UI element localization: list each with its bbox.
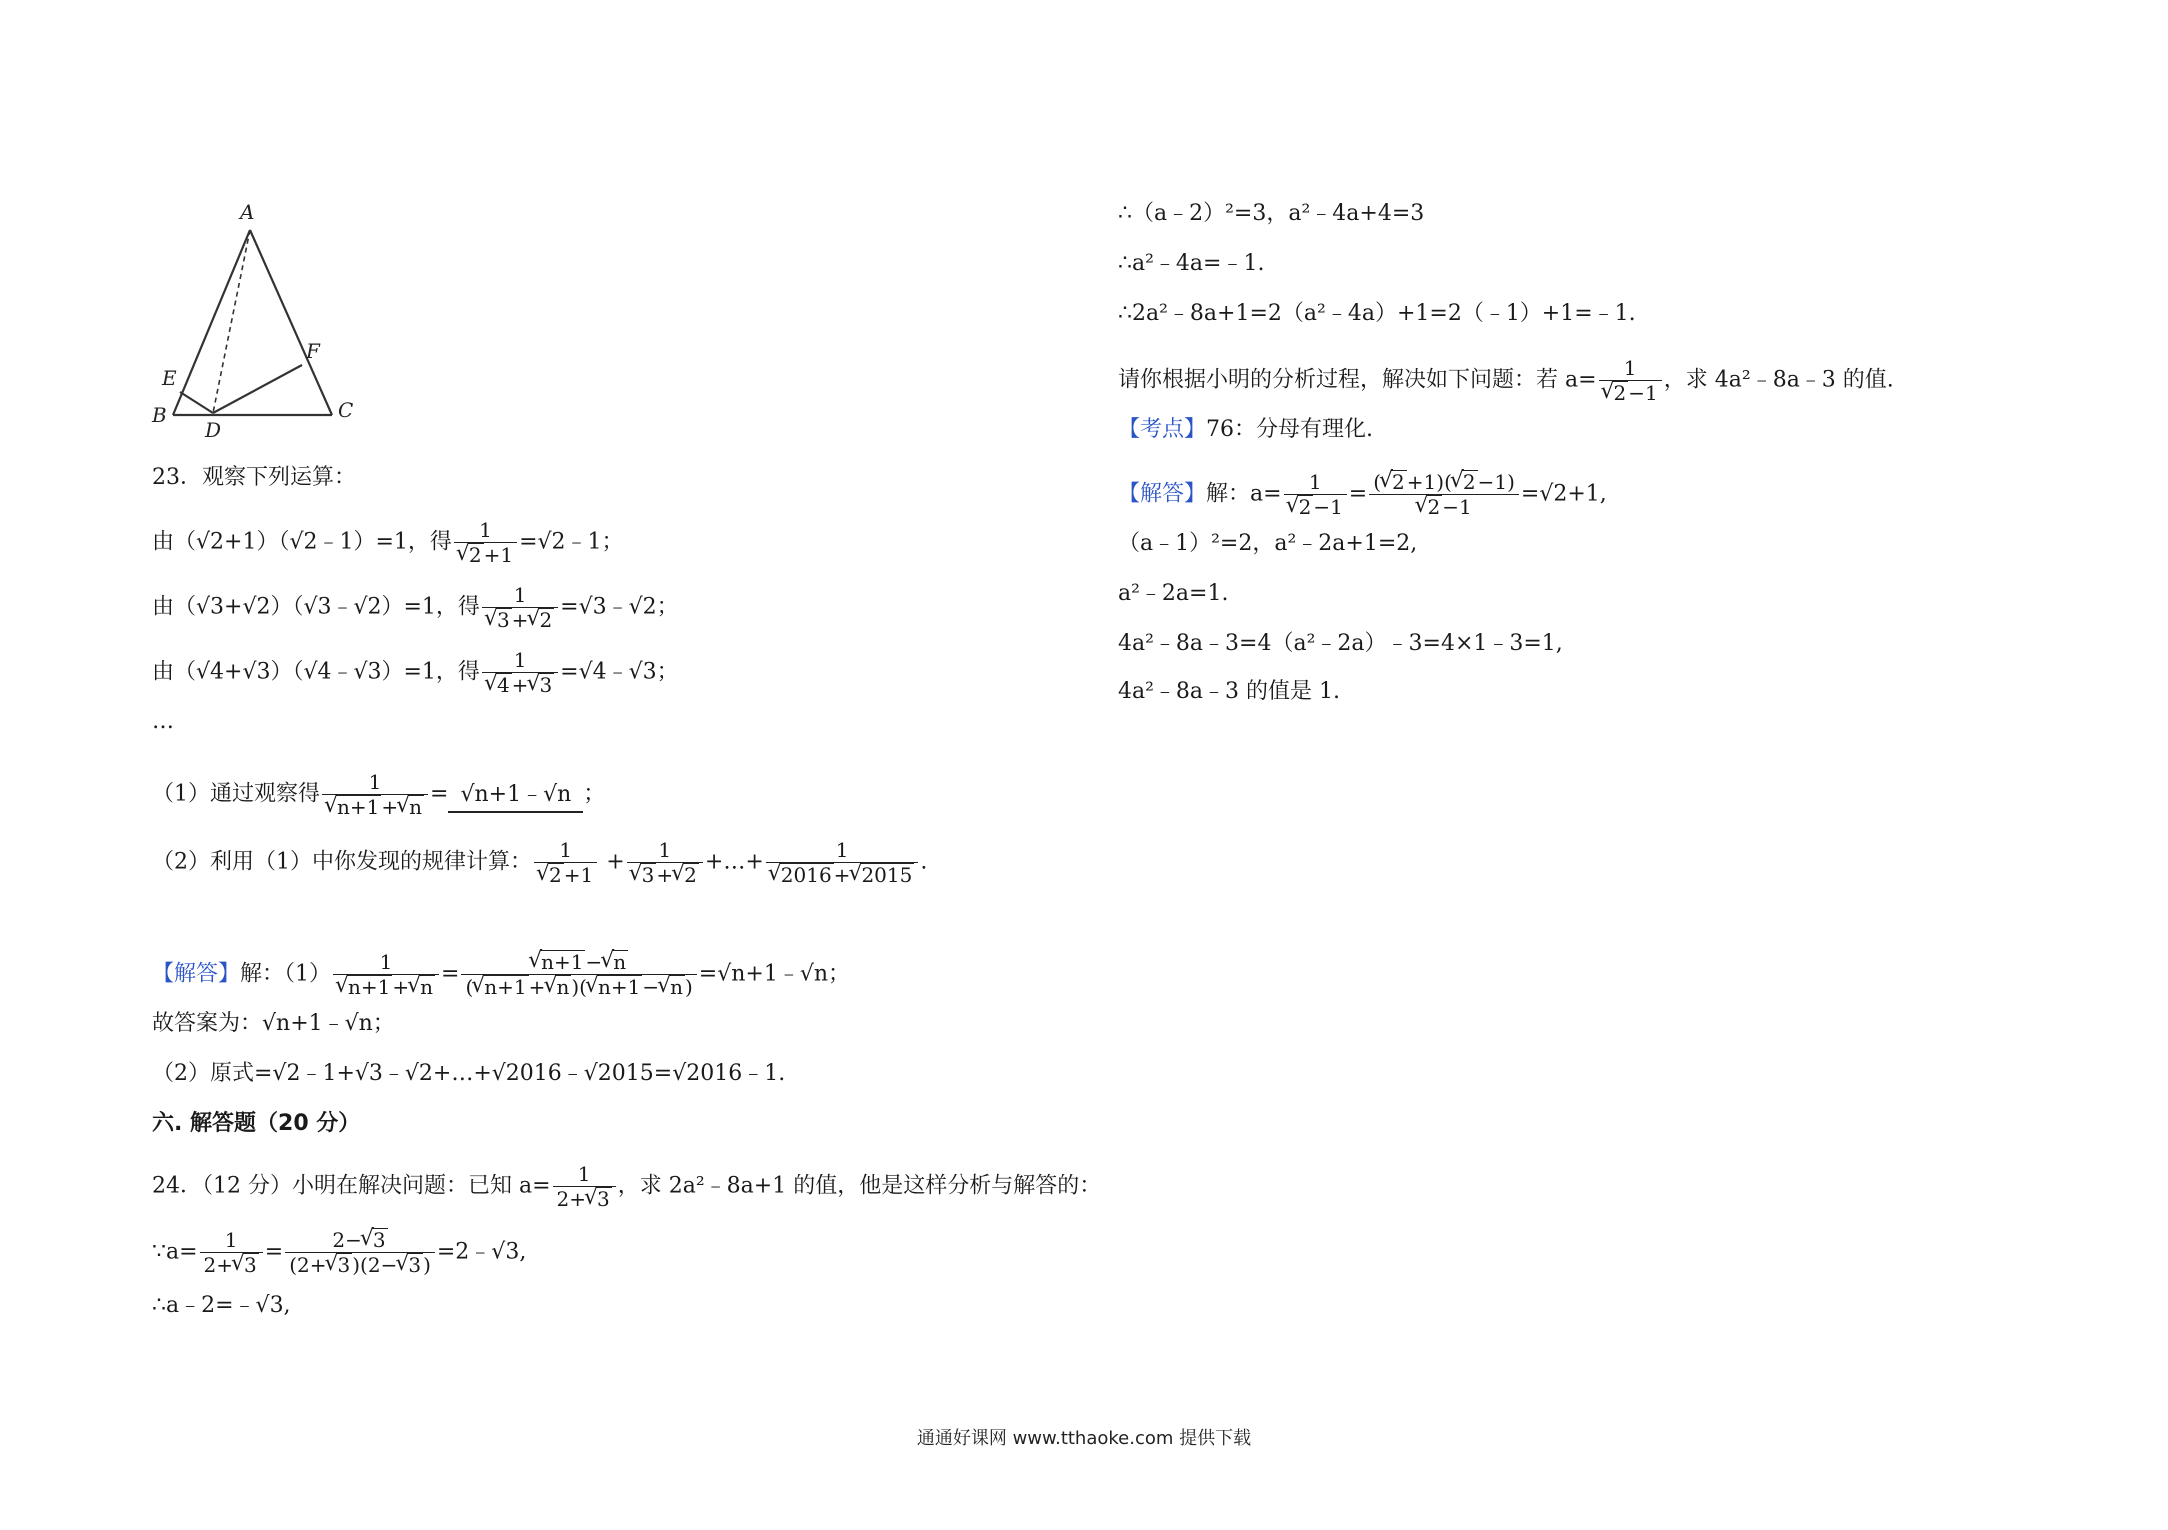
fraction: (√ 2 +1)(√ 2 −1) √ 2 −1 [1369, 470, 1519, 519]
label-f: F [306, 339, 320, 363]
ellipsis: … [152, 709, 174, 734]
q24-statement: 24．（12 分）小明在解决问题：已知 a= $\frac{1}{2+√ 3}$ ，求 2a²﹣8a+1 的值，他是这样分析与解答的： [152, 1162, 1101, 1211]
q23-part1: （1）通过观察得 1 √ n+1 +√ n = √n+1﹣√n ； [152, 770, 605, 819]
right-line-2: ∴a²﹣4a=﹣1. [1118, 251, 1265, 276]
fraction: 1 √ 2016 +√ 2015 [766, 838, 919, 887]
label-a: A [240, 200, 255, 224]
right-answer: 【解答】解：a= 1 √ 2 −1 = (√ 2 +1)(√ 2 −1) √ 2 −1 =√2+1, [1118, 470, 1607, 519]
right-line-1: ∴（a﹣2）²=3，a²﹣4a+4=3 [1118, 201, 1425, 226]
right-line-7: a²﹣2a=1. [1118, 581, 1229, 606]
fraction: $\frac{1}{2+√ 3}$ [200, 1228, 263, 1277]
right-line-6: （a﹣1）²=2，a²﹣2a+1=2, [1118, 531, 1418, 556]
label-b: B [152, 403, 167, 427]
fraction: $\frac{2-√ 3}{(2+√ 3 )(2-√ 3 )}$ [285, 1228, 435, 1277]
kaodian-line: 【考点】76：分母有理化. [1118, 417, 1374, 442]
label-d: D [205, 418, 222, 442]
q23-part2: （2）利用（1）中你发现的规律计算： 1 √ 2 +1 + 1 √ 3 +√ 2 +…+ 1 √ 2016 +√ 2015 . [152, 838, 927, 887]
section-heading: 六. 解答题（20 分） [152, 1111, 361, 1136]
q23-title: 23．观察下列运算： [152, 465, 356, 490]
q23-line3: 由（√4+√3）（√4﹣√3）=1，得 1 √ 4 +√ 3 =√4﹣√3； [152, 648, 679, 697]
label-e: E [162, 366, 177, 390]
footer-source: 通通好课网 www.tthaoke.com 提供下载 [916, 1428, 1252, 1449]
fraction: 1 √ 3 +√ 2 [482, 583, 558, 632]
triangle-figure [140, 195, 360, 445]
label-c: C [338, 398, 354, 422]
q23-line2: 由（√3+√2）（√3﹣√2）=1，得 1 √ 3 +√ 2 =√3﹣√2； [152, 583, 679, 632]
answer-23-part2: （2）原式=√2﹣1+√3﹣√2+…+√2016﹣√2015=√2016﹣1. [152, 1061, 786, 1086]
fraction: 1 √ n+1 +√ n [333, 950, 439, 999]
answer-tag: 【解答】 [1118, 481, 1207, 507]
right-question: 请你根据小明的分析过程，解决如下问题：若 a= 1 √ 2 −1 ，求 4a²﹣8a﹣3 的值. [1118, 356, 1894, 405]
fraction: 1 √ n+1 +√ n [322, 770, 428, 819]
fraction: 1 √ 2 −1 [1284, 470, 1347, 519]
q24-because: ∵a= $\frac{1}{2+√ 3}$ = $\frac{2-√ 3}{(2+√ 3 )(2-√ 3 )}$ =2﹣√3, [152, 1228, 526, 1277]
fraction: 1 √ 2 −1 [1599, 356, 1662, 405]
right-line-9: 4a²﹣8a﹣3 的值是 1. [1118, 679, 1341, 704]
fraction: 1 √ 4 +√ 3 [482, 648, 558, 697]
fraction: $\frac{1}{2+√ 3}$ [553, 1162, 616, 1211]
q24-therefore: ∴a﹣2=﹣√3, [152, 1293, 291, 1318]
answer-23-part1: 【解答】解：（1） 1 √ n+1 +√ n = √ $\frac{n+1 -√ n}{(√ n+1 +√ n )(√ n+1 -√ n )}$ =√n+1﹣√n； [152, 950, 850, 999]
answer-blank: √n+1﹣√n [448, 779, 583, 813]
fraction: 1 √ 2 +1 [454, 518, 517, 567]
answer-tag: 【解答】 [152, 961, 241, 987]
fraction: √ $\frac{n+1 -√ n}{(√ n+1 +√ n )(√ n+1 -√ n )}$ [461, 950, 696, 999]
right-line-3: ∴2a²﹣8a+1=2（a²﹣4a）+1=2（﹣1）+1=﹣1. [1118, 301, 1636, 326]
q23-line1: 由（√2+1）（√2﹣1）=1，得 1 √ 2 +1 =√2﹣1； [152, 518, 624, 567]
right-line-8: 4a²﹣8a﹣3=4（a²﹣2a）﹣3=4×1﹣3=1, [1118, 631, 1563, 656]
kaodian-tag: 【考点】 [1118, 417, 1207, 442]
fraction: 1 √ 3 +√ 2 [627, 838, 703, 887]
answer-23-final: 故答案为：√n+1﹣√n； [152, 1011, 395, 1036]
fraction: 1 √ 2 +1 [534, 838, 597, 887]
